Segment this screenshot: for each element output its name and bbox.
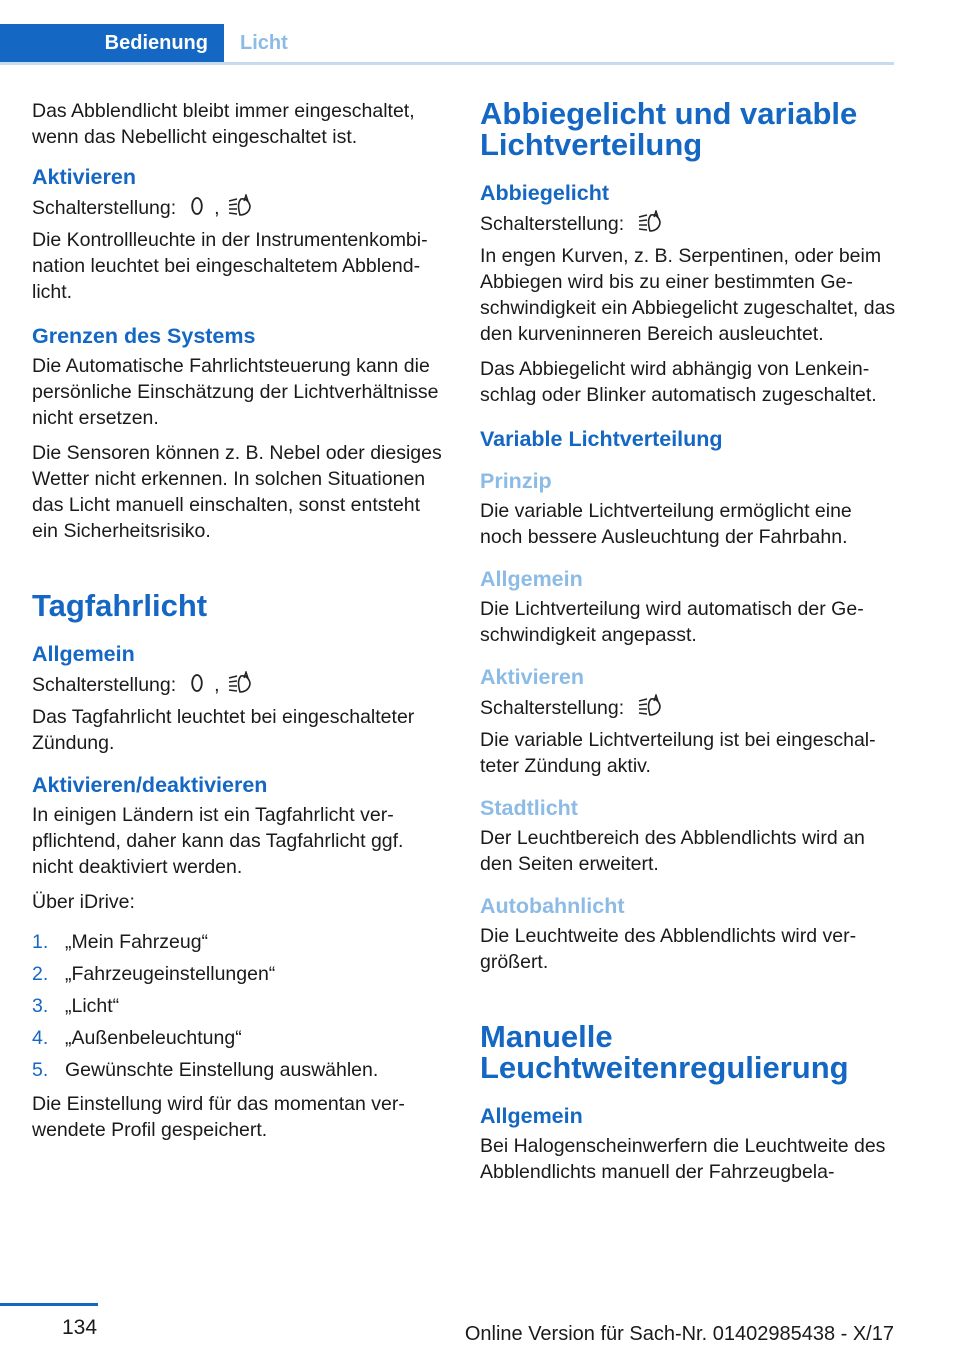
tagfahrlicht-outro: Die Einstellung wird für das momentan verwendete Profil gespeichert. [32, 1093, 405, 1141]
page-number: 134 [62, 1316, 98, 1339]
zero-position-icon [190, 196, 204, 216]
intro-text: Das Abblendlicht bleibt immer eingeschaltet, wenn das Nebellicht eingeschaltet ist. [32, 100, 415, 148]
left-column [32, 98, 450, 1152]
list-item: 4. „Außenbeleuchtung“ [32, 1027, 242, 1049]
aktivieren-heading: Aktivieren [32, 165, 136, 189]
switch-label: Schalterstellung: [32, 197, 177, 219]
grenzen-heading: Grenzen des Systems [32, 324, 256, 348]
tagfahrlicht-switch-line: Schalterstellung: , [32, 671, 450, 698]
manuelle-allgemein-heading: Allgemein [480, 1104, 583, 1128]
auto-headlight-icon [228, 194, 254, 216]
prinzip-heading: Prinzip [480, 469, 552, 493]
footer-accent-line [0, 1303, 98, 1306]
switch-position-line: Schalterstellung: , [32, 194, 450, 221]
autobahnlicht-heading: Autobahnlicht [480, 894, 625, 918]
tagfahrlicht-allgemein-text: Das Tagfahrlicht leuchtet bei eingeschalteter Zündung. [32, 706, 415, 754]
abbiegelicht-switch-line [480, 210, 898, 237]
online-version-note: Online Version für Sach-Nr. 01402985438 - X/17 [464, 1323, 894, 1345]
abbiegelicht-text-2: Das Abbiegelicht wird abhängig von Lenkeinschlag oder Blinker automatisch zugeschaltet. [480, 358, 877, 406]
list-item: 2. „Fahrzeugeinstellungen“ [32, 963, 276, 985]
tagfahrlicht-aktivieren-text: In einigen Ländern ist ein Tagfahrlicht verpflichtend, daher kann das Tagfahrlicht ggf. nicht deaktiviert werden. [32, 804, 404, 878]
right-column [480, 98, 898, 1194]
grenzen-text-2: Die Sensoren können z. B. Nebel oder diesiges Wetter nicht erkennen. In solchen Situationen das Licht manuell einschalten, sonst entsteht ein Sicherheitsrisiko. [32, 442, 442, 542]
abbiegelicht-heading: Abbiegelicht [480, 181, 610, 205]
manuelle-title: Manuelle Leuchtweitenregulierung [480, 1019, 849, 1085]
variable-switch-line [480, 694, 898, 721]
idrive-label: Über iDrive: [32, 891, 135, 913]
list-item: 1. „Mein Fahrzeug“ [32, 931, 209, 953]
variable-allgemein-heading: Allgemein [480, 567, 583, 591]
switch-label: Schalterstellung: [480, 697, 625, 719]
variable-heading: Variable Lichtverteilung [480, 427, 723, 451]
variable-aktivieren-heading: Aktivieren [480, 665, 584, 689]
zero-position-icon [190, 673, 204, 693]
aktivieren-text: Die Kontrollleuchte in der Instrumentenkombination leuchtet bei eingeschaltetem Abblendlicht. [32, 229, 428, 303]
switch-label: Schalterstellung: [480, 213, 625, 235]
auto-headlight-icon [228, 671, 254, 693]
manuelle-allgemein-text: Bei Halogenscheinwerfern die Leuchtweite des Abblendlichts manuell der Fahrzeugbela- [480, 1135, 886, 1183]
auto-headlight-icon [638, 210, 664, 232]
abbiegelicht-text-1: In engen Kurven, z. B. Serpentinen, oder beim Abbiegen wird bis zu einer bestimmten Geschwindigkeit ein Abbiegelicht zugeschaltet, das den kurveninneren Bereich ausleuchtet. [480, 245, 896, 345]
tagfahrlicht-allgemein-heading: Allgemein [32, 642, 135, 666]
stadtlicht-heading: Stadtlicht [480, 796, 578, 820]
list-item: 3. „Licht“ [32, 995, 120, 1017]
variable-allgemein-text: Die Lichtverteilung wird automatisch der Geschwindigkeit angepasst. [480, 598, 864, 646]
list-item: 5. Gewünschte Einstellung auswählen. [32, 1059, 379, 1081]
switch-label: Schalterstellung: [32, 674, 177, 696]
abbiegelicht-title: Abbiegelicht und variable Lichtverteilung [480, 96, 858, 162]
tagfahrlicht-title: Tagfahrlicht [32, 588, 208, 623]
grenzen-text-1: Die Automatische Fahrlichtsteuerung kann die persönliche Einschätzung der Lichtverhältnisse nicht ersetzen. [32, 355, 439, 429]
stadtlicht-text: Der Leuchtbereich des Abblendlichts wird an den Seiten erweitert. [480, 827, 865, 875]
tab-licht[interactable]: Licht [240, 32, 288, 54]
chapter-tab-bar [0, 24, 894, 65]
tagfahrlicht-aktivieren-heading: Aktivieren/deaktivieren [32, 773, 268, 797]
variable-aktivieren-text: Die variable Lichtverteilung ist bei eingeschalteter Zündung aktiv. [480, 729, 876, 777]
autobahnlicht-text: Die Leuchtweite des Abblendlichts wird vergrößert. [480, 925, 857, 973]
prinzip-text: Die variable Lichtverteilung ermöglicht eine noch bessere Ausleuchtung der Fahrbahn. [480, 500, 852, 548]
tab-bedienung[interactable]: Bedienung [0, 24, 224, 62]
idrive-steps [32, 929, 450, 1083]
auto-headlight-icon [638, 694, 664, 716]
